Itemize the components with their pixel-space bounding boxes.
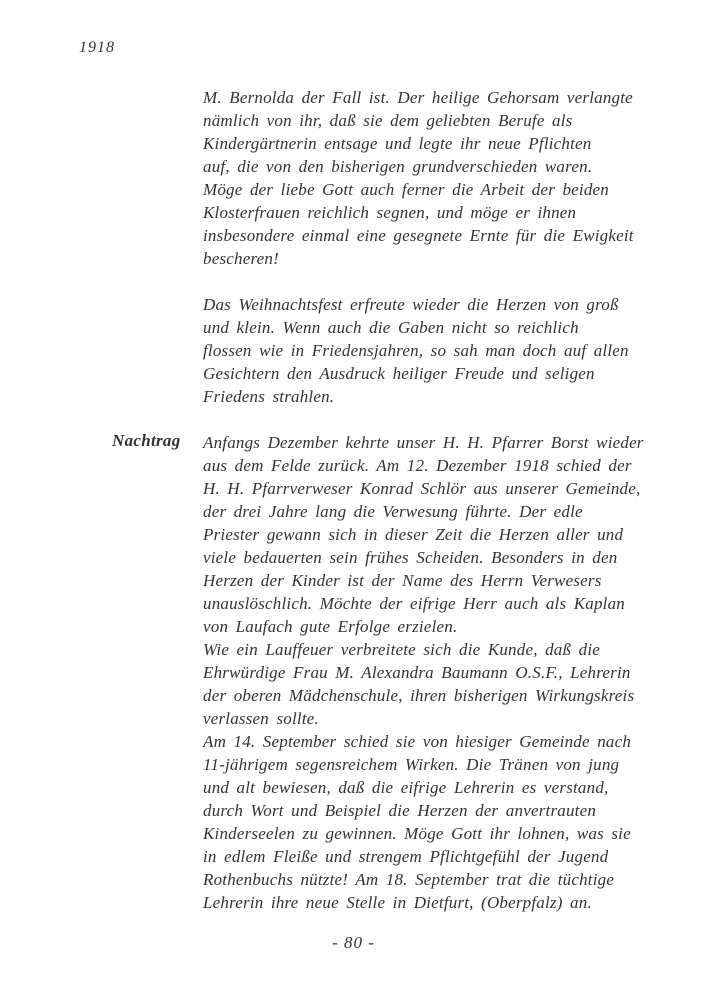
- text-line: flossen wie in Friedensjahren, so sah man doch auf allen: [203, 341, 629, 360]
- year-label: 1918: [79, 39, 115, 56]
- text-line: unauslöschlich. Möchte der eifrige Herr auch als Kaplan: [203, 594, 626, 613]
- text-line: insbesondere einmal eine gesegnete Ernte für die Ewigkeit: [203, 226, 634, 245]
- paragraph-nachtrag: [203, 431, 663, 914]
- text-line: Kinderseelen zu gewinnen. Möge Gott ihr lohnen, was sie: [203, 824, 631, 843]
- text-line: nämlich von ihr, daß sie dem geliebten Berufe als: [203, 111, 573, 130]
- text-line: und alt bewiesen, daß die eifrige Lehrerin es verstand,: [203, 778, 609, 797]
- text-line: der oberen Mädchenschule, ihren bisherigen Wirkungskreis: [203, 686, 635, 705]
- text-line: Priester gewann sich in dieser Zeit die Herzen aller und: [203, 525, 624, 544]
- text-line: Wie ein Lauffeuer verbreitete sich die Kunde, daß die: [203, 640, 601, 659]
- text-line: der drei Jahre lang die Verwesung führte. Der edle: [203, 502, 583, 521]
- paragraph-weihnachtsfest: [203, 293, 663, 408]
- text-line: 11-jährigem segensreichem Wirken. Die Tränen von jung: [203, 755, 620, 774]
- text-line: viele bedauerten sein frühes Scheiden. Besonders in den: [203, 548, 618, 567]
- text-column: [203, 86, 663, 914]
- text-line: Gesichtern den Ausdruck heiliger Freude und seligen: [203, 364, 595, 383]
- text-line: Ehrwürdige Frau M. Alexandra Baumann O.S.F., Lehrerin: [203, 663, 631, 682]
- text-line: Rothenbuchs nützte! Am 18. September trat die tüchtige: [203, 870, 615, 889]
- text-line: M. Bernolda der Fall ist. Der heilige Gehorsam verlangte: [203, 88, 633, 107]
- text-line: aus dem Felde zurück. Am 12. Dezember 1918 schied der: [203, 456, 632, 475]
- text-line: Möge der liebe Gott auch ferner die Arbeit der beiden: [203, 180, 609, 199]
- text-line: in edlem Fleiße und strengem Pflichtgefühl der Jugend: [203, 847, 609, 866]
- text-line: Das Weihnachtsfest erfreute wieder die Herzen von groß: [203, 295, 619, 314]
- page-number: - 80 -: [332, 933, 375, 952]
- text-line: Klosterfrauen reichlich segnen, und möge er ihnen: [203, 203, 577, 222]
- text-line: Kindergärtnerin entsage und legte ihr neue Pflichten: [203, 134, 592, 153]
- text-line: Lehrerin ihre neue Stelle in Dietfurt, (Oberpfalz) an.: [203, 893, 592, 912]
- text-line: H. H. Pfarrverweser Konrad Schlör aus unserer Gemeinde,: [203, 479, 641, 498]
- paragraph-klosterfrauen: [203, 86, 663, 270]
- margin-label-nachtrag: Nachtrag: [112, 431, 181, 450]
- text-line: verlassen sollte.: [203, 709, 319, 728]
- text-line: Herzen der Kinder ist der Name des Herrn Verwesers: [203, 571, 602, 590]
- text-line: Am 14. September schied sie von hiesiger Gemeinde nach: [203, 732, 632, 751]
- text-line: durch Wort und Beispiel die Herzen der anvertrauten: [203, 801, 597, 820]
- text-line: Anfangs Dezember kehrte unser H. H. Pfarrer Borst wieder: [203, 433, 644, 452]
- text-line: auf, die von den bisherigen grundverschieden waren.: [203, 157, 593, 176]
- text-line: und klein. Wenn auch die Gaben nicht so reichlich: [203, 318, 579, 337]
- text-line: von Laufach gute Erfolge erzielen.: [203, 617, 458, 636]
- text-line: Friedens strahlen.: [203, 387, 335, 406]
- text-line: bescheren!: [203, 249, 279, 268]
